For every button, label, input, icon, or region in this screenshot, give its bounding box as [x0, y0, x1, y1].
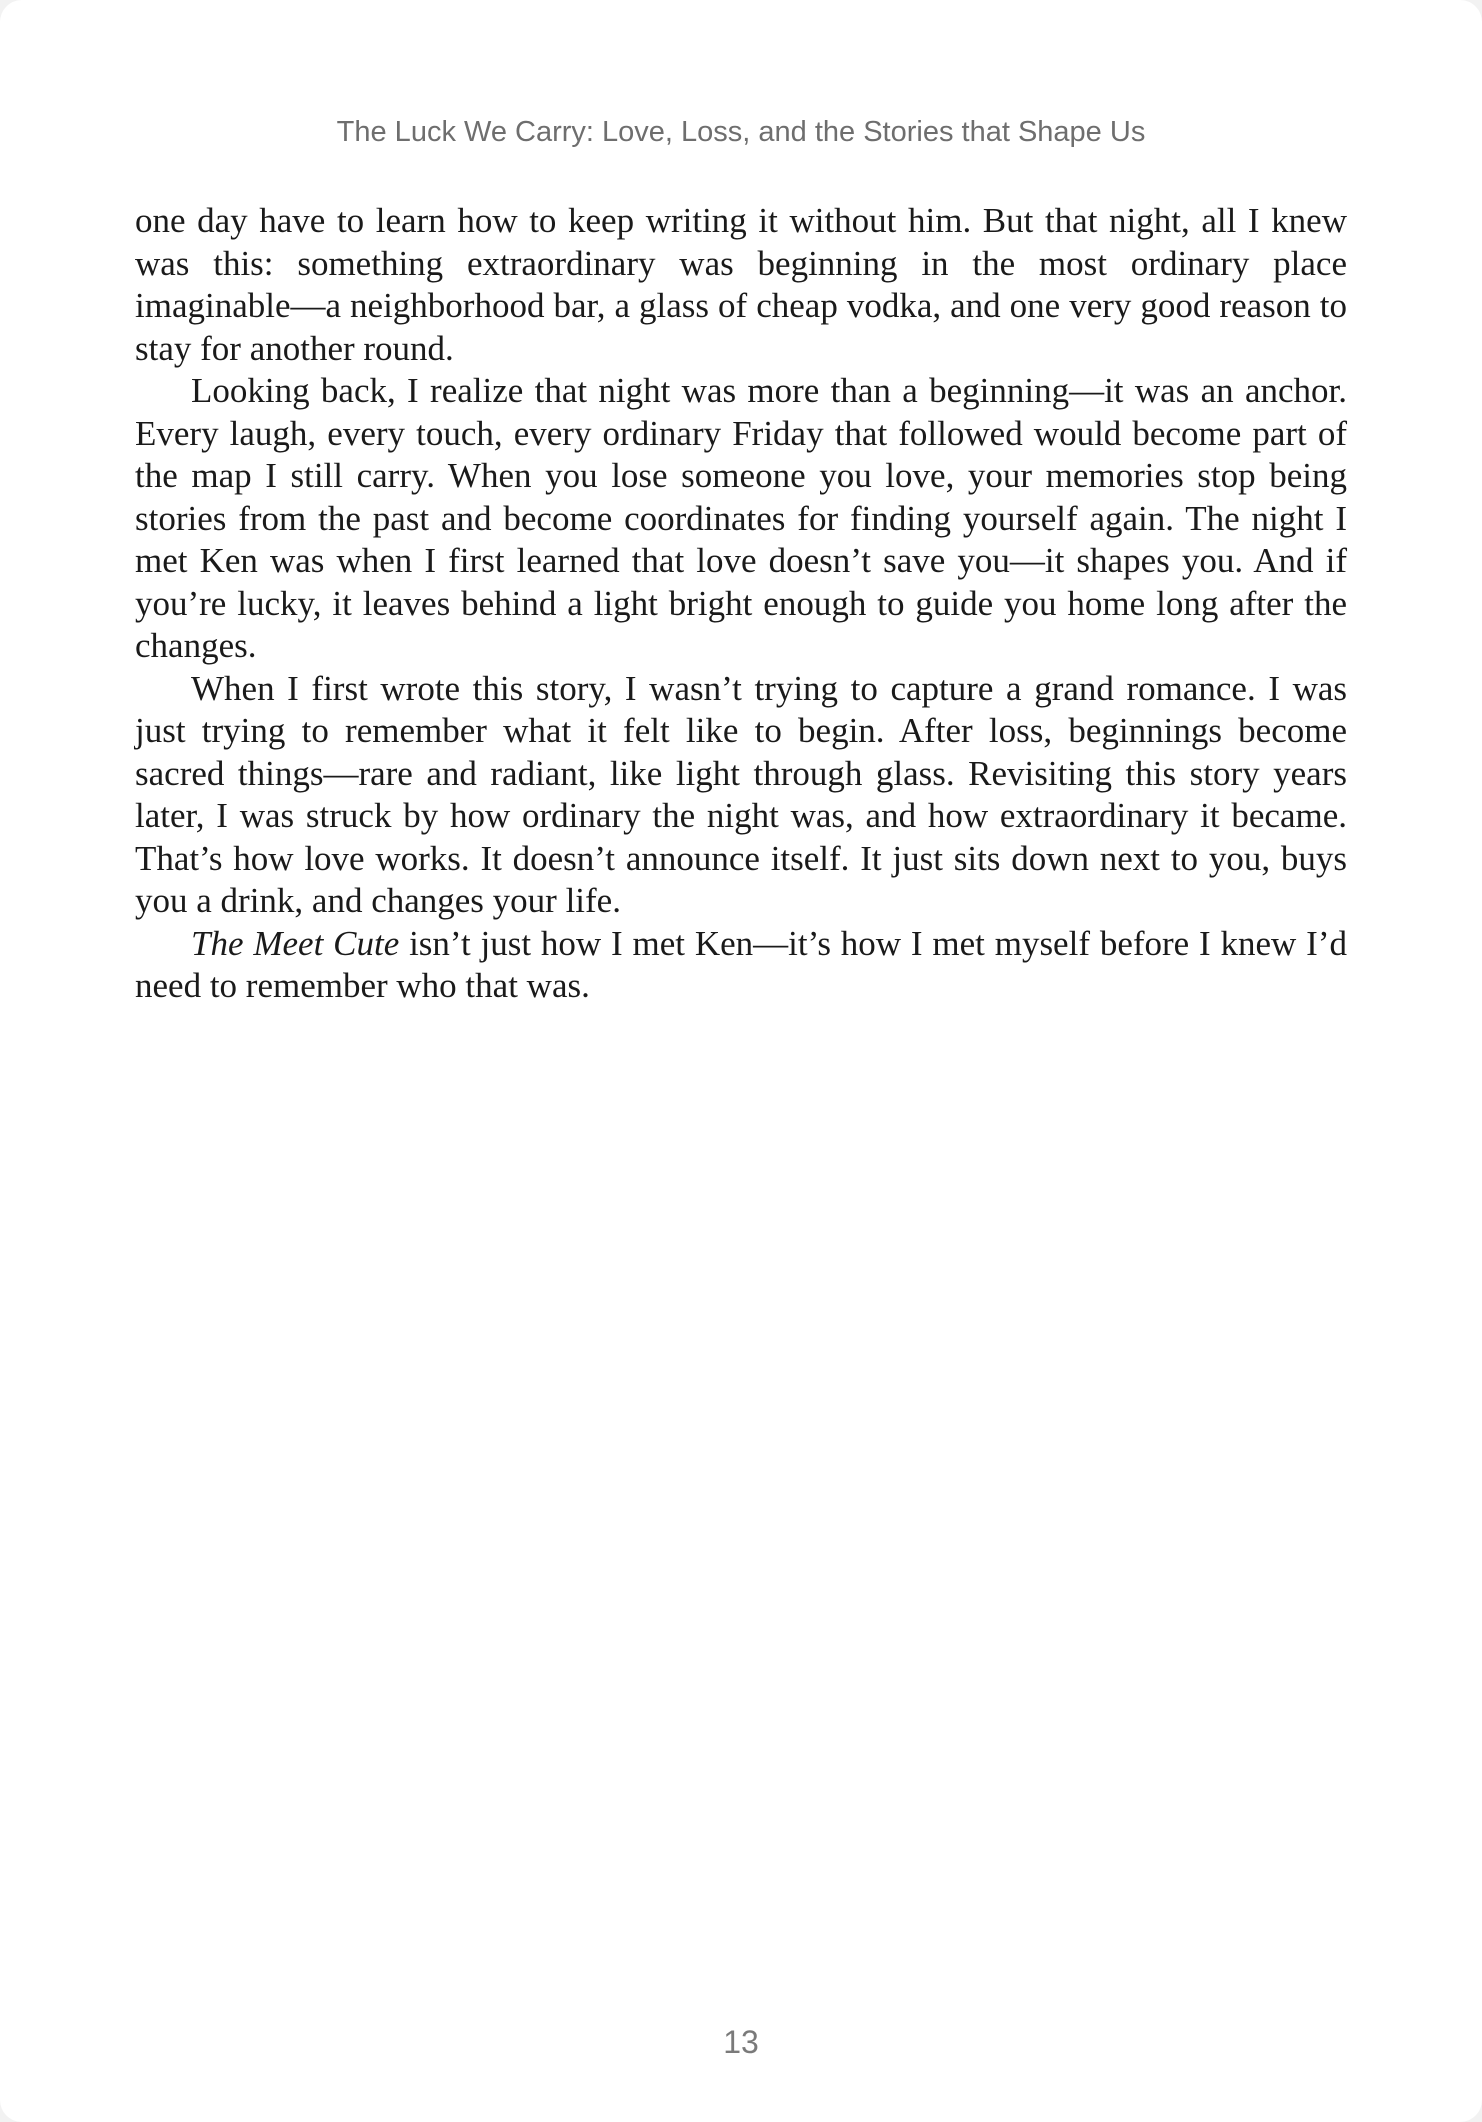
paragraph-looking-back: Looking back, I realize that night was more than a beginning—it was an anchor. Every laugh, every touch, every ordinary Friday that followed would become part of the map I still carry. When you lose someone you love, your memories stop being stories from the past and become coordinates for finding yourself again. The night I met Ken was when I first learned that love doesn’t save you—it shapes you. And if you’re lucky, it leaves behind a light bright enough to guide you home long after the changes. [135, 371, 1347, 665]
running-header-book-title: The Luck We Carry: Love, Loss, and the Stories that Shape Us [336, 116, 1146, 148]
paragraph-closing [135, 923, 1347, 1008]
closing-paragraph-text: isn’t just how I met Ken—it’s how I met myself before I knew I’d need to remember who that was. [135, 923, 1347, 1005]
italic-story-title: The Meet Cute [191, 923, 400, 963]
paragraph-continued: one day have to learn how to keep writing it without him. But that night, all I knew was this: something extraordinary was beginning in the most ordinary place imaginable—a neighborhood bar, a glass of cheap vodka, and one very good reason to stay for another round. [135, 201, 1347, 368]
page-body-text [135, 200, 1347, 1008]
page-number: 13 [723, 2024, 759, 2060]
paragraph-first-wrote: When I first wrote this story, I wasn’t trying to capture a grand romance. I was just trying to remember what it felt like to begin. After loss, beginnings become sacred things—rare and radiant, like light through glass. Revisiting this story years later, I was struck by how ordinary the night was, and how extraordinary it became. That’s how love works. It doesn’t announce itself. It just sits down next to you, buys you a drink, and changes your life. [135, 668, 1347, 920]
